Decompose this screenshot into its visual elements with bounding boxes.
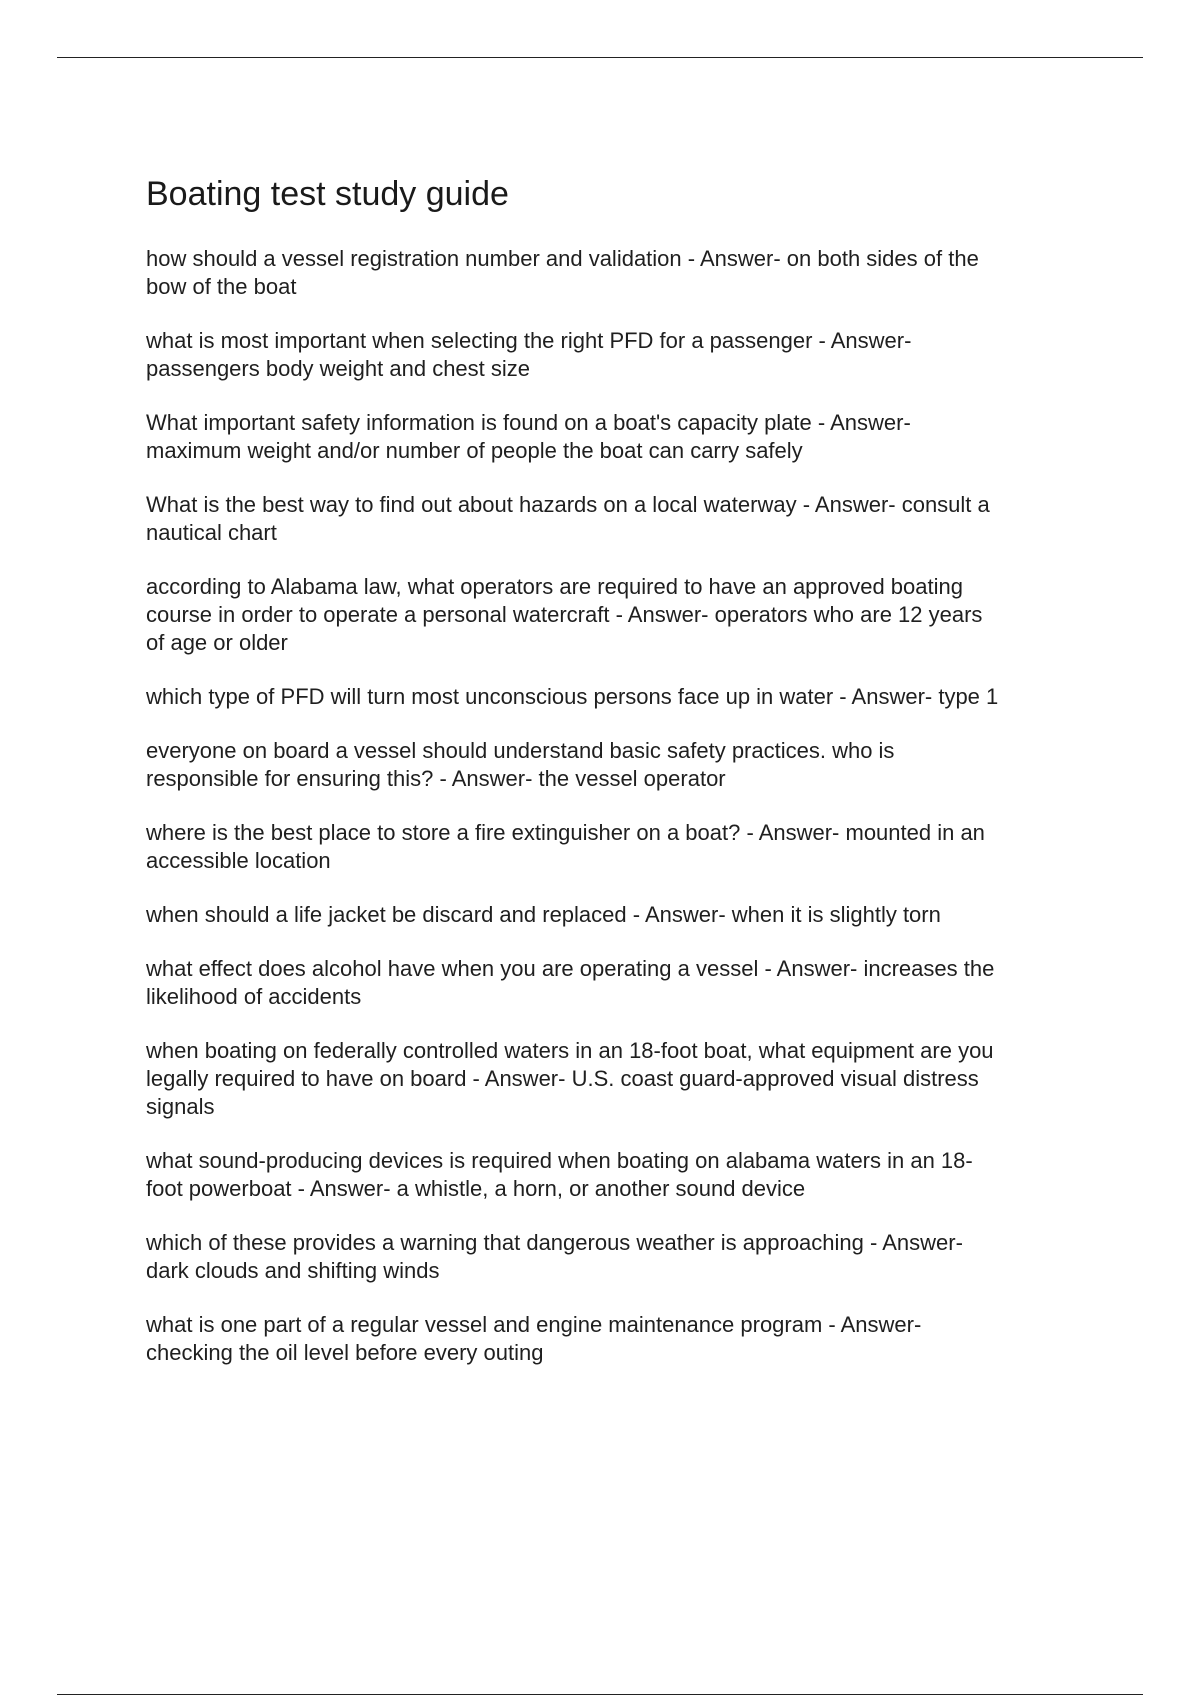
footer-rule — [57, 1694, 1143, 1695]
qa-item: everyone on board a vessel should understand basic safety practices. who is responsible for ensuring this? - Answer- the vessel operator — [146, 738, 895, 791]
qa-list — [146, 245, 1086, 1367]
qa-item: when should a life jacket be discard and replaced - Answer- when it is slightly torn — [146, 902, 941, 927]
qa-item: what effect does alcohol have when you are operating a vessel - Answer- increases the likelihood of accidents — [146, 956, 995, 1009]
document-title: Boating test study guide — [146, 175, 509, 213]
qa-item: What important safety information is found on a boat's capacity plate - Answer- maximum weight and/or number of people the boat can carry safely — [146, 410, 911, 463]
document-body — [146, 170, 1086, 1393]
qa-item: which of these provides a warning that dangerous weather is approaching - Answer- dark clouds and shifting winds — [146, 1230, 963, 1283]
qa-item: what is most important when selecting the right PFD for a passenger - Answer- passengers body weight and chest size — [146, 328, 912, 381]
qa-item: what is one part of a regular vessel and engine maintenance program - Answer- checking the oil level before every outing — [146, 1312, 922, 1365]
header-rule — [57, 57, 1143, 58]
qa-item: when boating on federally controlled waters in an 18-foot boat, what equipment are you legally required to have on board - Answer- U.S. coast guard-approved visual distress signals — [146, 1038, 994, 1119]
qa-item: according to Alabama law, what operators are required to have an approved boating course in order to operate a personal watercraft - Answer- operators who are 12 years of age or older — [146, 574, 983, 655]
qa-item: what sound-producing devices is required when boating on alabama waters in an 18- foot powerboat - Answer- a whistle, a horn, or another sound device — [146, 1148, 973, 1201]
qa-item: where is the best place to store a fire extinguisher on a boat? - Answer- mounted in an accessible location — [146, 820, 985, 873]
qa-item: What is the best way to find out about hazards on a local waterway - Answer- consult a nautical chart — [146, 492, 990, 545]
qa-item: which type of PFD will turn most unconscious persons face up in water - Answer- type 1 — [146, 684, 999, 709]
qa-item: how should a vessel registration number and validation - Answer- on both sides of the bow of the boat — [146, 246, 979, 299]
